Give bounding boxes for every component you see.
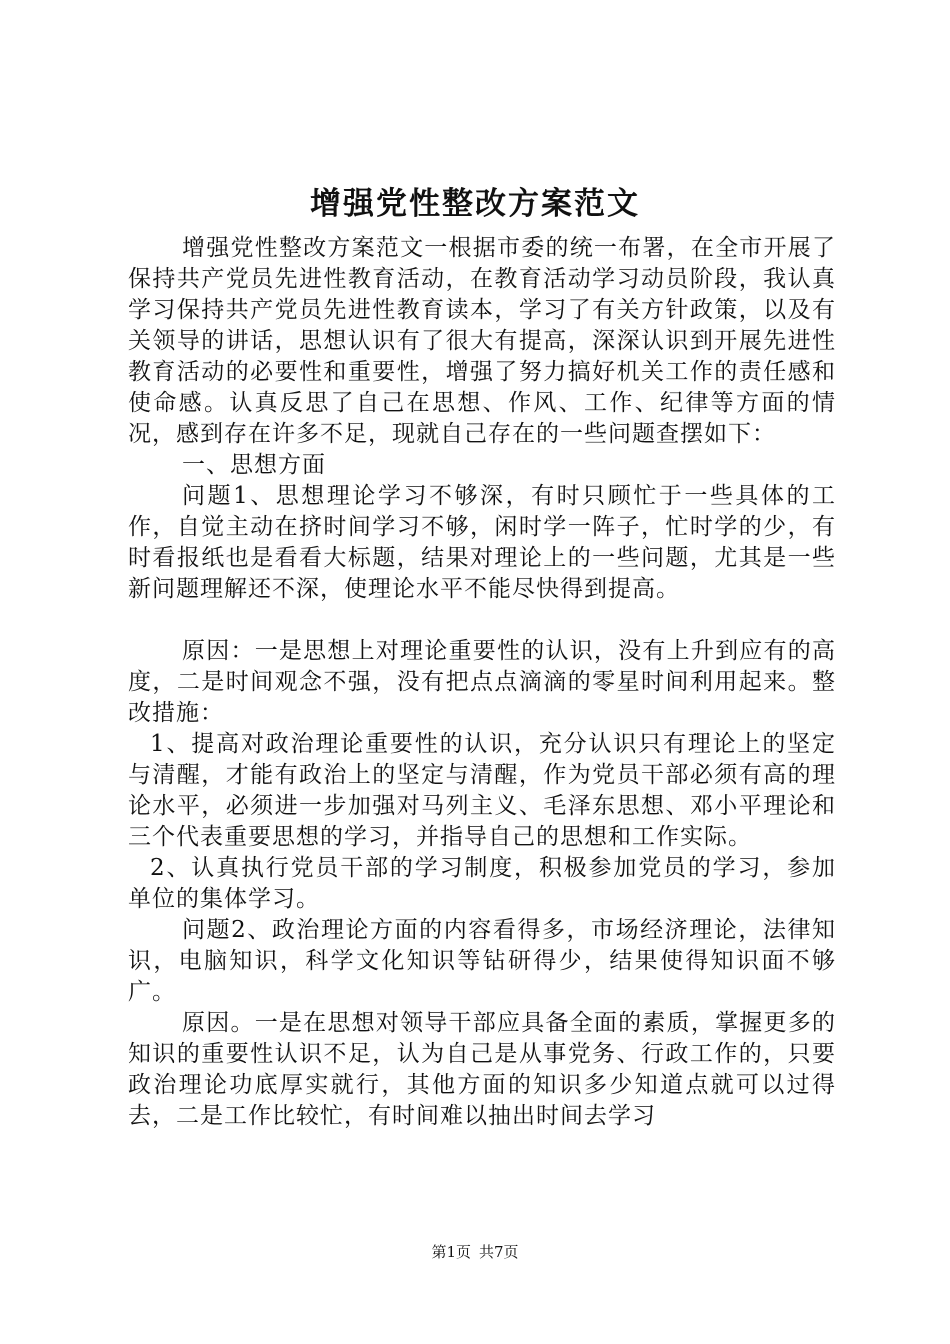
page-footer [0,1242,950,1262]
section-heading-thought: 一、思想方面 [182,452,326,478]
paragraph-measure-1: 1、提高对政治理论重要性的认识，充分认识只有理论上的坚定与清醒，才能有政治上的坚定与清醒，作为党员干部必须有高的理论水平，必须进一步加强对马列主义、毛泽东思想、邓小平理论和三个代表重要思想的学习，并指导自己的思想和工作实际。 [128,731,836,850]
paragraph-cause-2: 原因。一是在思想对领导干部应具备全面的素质，掌握更多的知识的重要性认识不足，认为自己是从事党务、行政工作的，只要政治理论功底厚实就行，其他方面的知识多少知道点就可以过得去，二是工作比较忙，有时间难以抽出时间去学习 [128,1010,836,1129]
paragraph-problem-1: 问题1、思想理论学习不够深，有时只顾忙于一些具体的工作，自觉主动在挤时间学习不够，闲时学一阵子，忙时学的少，有时看报纸也是看看大标题，结果对理论上的一些问题，尤其是一些新问题理解还不深，使理论水平不能尽快得到提高。 [128,483,836,602]
paragraph-problem-2: 问题2、政治理论方面的内容看得多，市场经济理论，法律知识，电脑知识，科学文化知识等钻研得少，结果使得知识面不够广。 [128,917,836,1005]
paragraph-measure-2: 2、认真执行党员干部的学习制度，积极参加党员的学习，参加单位的集体学习。 [128,855,836,912]
page-number: 第1页 [431,1243,471,1261]
document-title: 增强党性整改方案范文 [310,186,640,222]
paragraph-intro: 增强党性整改方案范文一根据市委的统一布署，在全市开展了保持共产党员先进性教育活动，在教育活动学习动员阶段，我认真学习保持共产党员先进性教育读本，学习了有关方针政策，以及有关领导的讲话，思想认识有了很大有提高，深深认识到开展先进性教育活动的必要性和重要性，增强了努力搞好机关工作的责任感和使命感。认真反思了自己在思想、作风、工作、纪律等方面的情况，感到存在许多不足，现就自己存在的一些问题查摆如下： [128,235,836,447]
page-total: 共7页 [479,1243,519,1261]
paragraph-cause-1: 原因：一是思想上对理论重要性的认识，没有上升到应有的高度，二是时间观念不强，没有把点点滴滴的零星时间利用起来。整改措施： [128,638,836,726]
document-body [128,233,836,1132]
